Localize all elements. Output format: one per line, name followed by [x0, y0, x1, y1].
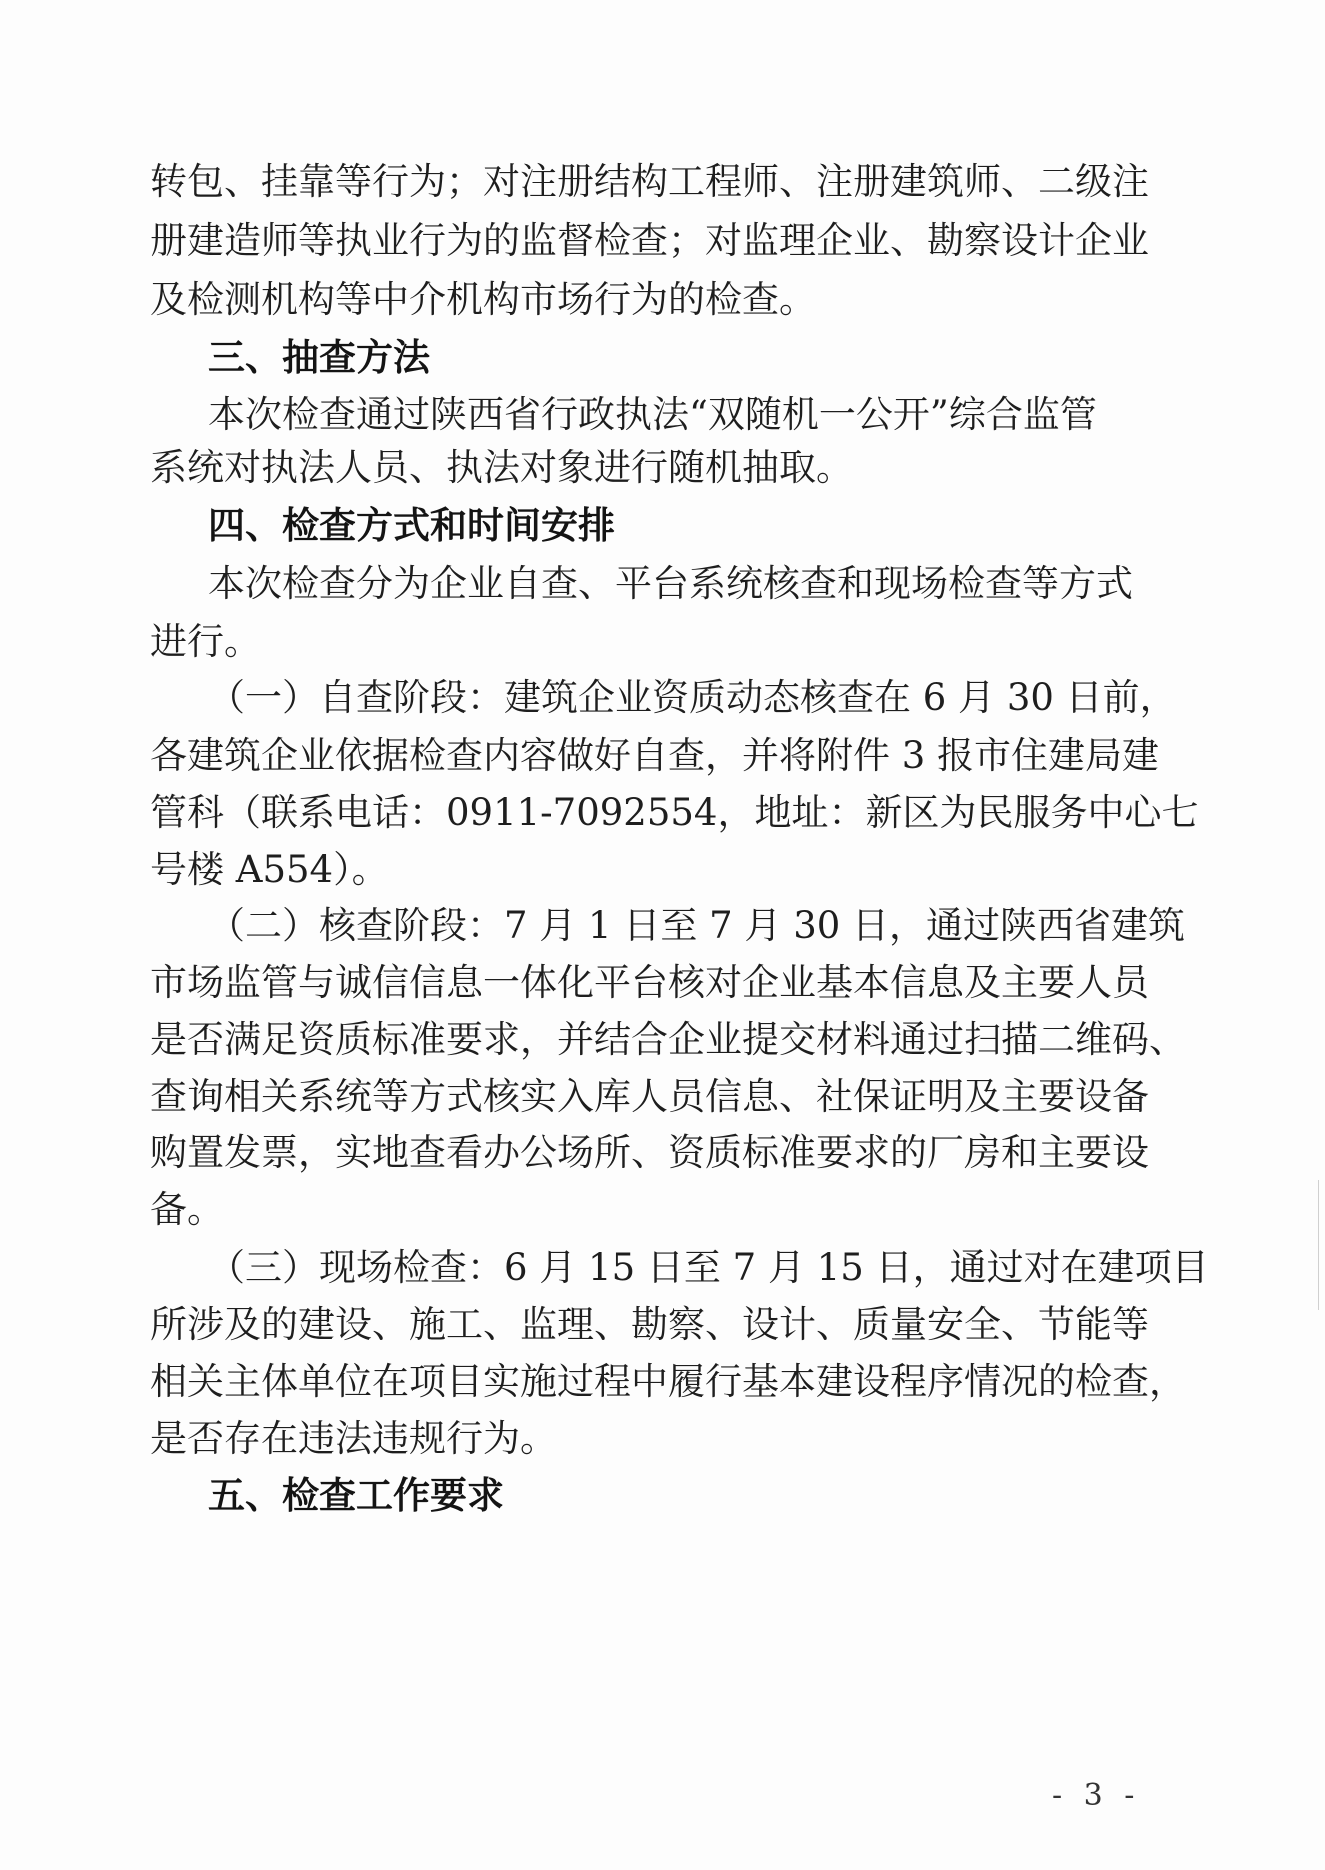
- page-number: - 3 -: [1052, 1778, 1141, 1813]
- body-line: 及检测机构等中介机构市场行为的检查。: [150, 278, 816, 321]
- body-line: 相关主体单位在项目实施过程中履行基本建设程序情况的检查，: [150, 1360, 1186, 1403]
- body-line: 购置发票，实地查看办公场所、资质标准要求的厂房和主要设: [150, 1131, 1149, 1174]
- section-heading: 四、检查方式和时间安排: [208, 504, 615, 547]
- body-line: 备。: [150, 1188, 224, 1231]
- body-line: （二）核查阶段：7 月 1 日至 7 月 30 日，通过陕西省建筑: [208, 904, 1186, 947]
- body-line: 号楼 A554）。: [150, 848, 389, 891]
- body-line: 市场监管与诚信信息一体化平台核对企业基本信息及主要人员: [150, 961, 1149, 1004]
- body-line: 管科（联系电话：0911-7092554，地址：新区为民服务中心七: [150, 791, 1199, 834]
- body-line: 所涉及的建设、施工、监理、勘察、设计、质量安全、节能等: [150, 1303, 1149, 1346]
- body-line: （三）现场检查：6 月 15 日至 7 月 15 日，通过对在建项目: [208, 1246, 1209, 1289]
- body-line: 本次检查通过陕西省行政执法“双随机一公开”综合监管: [208, 393, 1097, 436]
- body-line: 各建筑企业依据检查内容做好自查，并将附件 3 报市住建局建: [150, 734, 1160, 777]
- body-line: 进行。: [150, 620, 261, 663]
- body-line: 册建造师等执业行为的监督检查；对监理企业、勘察设计企业: [150, 219, 1149, 262]
- section-heading: 五、检查工作要求: [208, 1474, 504, 1517]
- body-line: 转包、挂靠等行为；对注册结构工程师、注册建筑师、二级注: [150, 160, 1149, 203]
- body-line: 查询相关系统等方式核实入库人员信息、社保证明及主要设备: [150, 1075, 1149, 1118]
- scan-edge-mark: [1318, 1180, 1319, 1310]
- body-line: 是否存在违法违规行为。: [150, 1417, 557, 1460]
- body-line: （一）自查阶段：建筑企业资质动态核查在 6 月 30 日前，: [208, 676, 1177, 719]
- body-line: 系统对执法人员、执法对象进行随机抽取。: [150, 446, 853, 489]
- body-line: 是否满足资质标准要求，并结合企业提交材料通过扫描二维码、: [150, 1018, 1186, 1061]
- body-line: 本次检查分为企业自查、平台系统核查和现场检查等方式: [208, 562, 1133, 605]
- section-heading: 三、抽查方法: [208, 336, 430, 379]
